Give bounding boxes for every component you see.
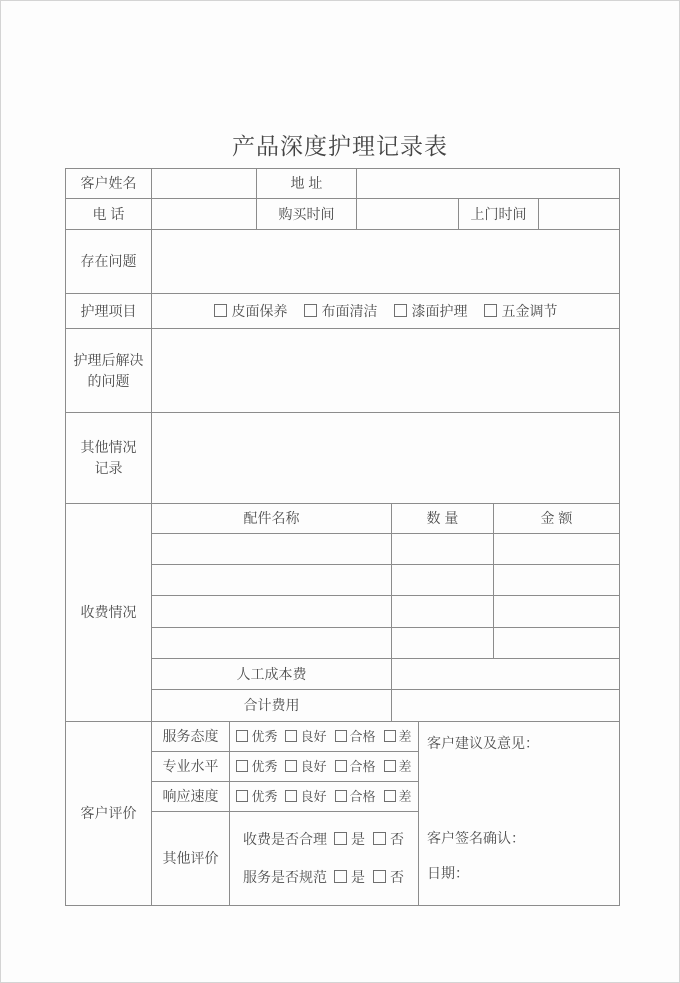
checkbox-icon[interactable]	[335, 760, 347, 772]
purchase-time-label: 购买时间	[257, 199, 357, 230]
signature-label: 客户签名确认：	[427, 830, 525, 846]
rating-option: 良好	[285, 756, 326, 777]
rating-option: 差	[384, 756, 412, 777]
criterion-response-speed-label: 响应速度	[152, 782, 230, 812]
existing-problems-label: 存在问题	[66, 230, 152, 294]
accessory-qty-input[interactable]	[392, 596, 494, 628]
charges-section-label: 收费情况	[66, 504, 152, 722]
rating-option: 优秀	[236, 726, 277, 747]
accessory-qty-input[interactable]	[392, 534, 494, 565]
checkbox-icon[interactable]	[384, 790, 396, 802]
rating-option: 差	[384, 726, 412, 747]
checkbox-icon[interactable]	[373, 832, 386, 845]
quantity-header: 数 量	[392, 504, 494, 534]
accessory-amount-input[interactable]	[494, 596, 619, 628]
care-option-hardware	[484, 301, 558, 322]
checkbox-icon[interactable]	[236, 790, 248, 802]
accessory-amount-input[interactable]	[494, 565, 619, 596]
address-label: 地 址	[257, 169, 357, 199]
care-option-label: 五金调节	[501, 302, 558, 319]
labor-cost-label: 人工成本费	[152, 659, 392, 690]
customer-name-input[interactable]	[152, 169, 257, 199]
solved-problems-label: 护理后解决 的问题	[66, 329, 152, 413]
checkbox-icon[interactable]	[236, 730, 248, 742]
total-cost-label: 合计费用	[152, 690, 392, 722]
checkbox-icon[interactable]	[335, 790, 347, 802]
visit-time-label: 上门时间	[459, 199, 539, 230]
charge-reasonable-question: 收费是否合理 是 否	[243, 830, 404, 847]
other-records-input[interactable]	[152, 413, 619, 504]
accessory-name-input[interactable]	[152, 534, 392, 565]
checkbox-icon[interactable]	[384, 730, 396, 742]
accessory-name-header: 配件名称	[152, 504, 392, 534]
accessory-amount-input[interactable]	[494, 628, 619, 659]
total-cost-input[interactable]	[392, 690, 619, 722]
rating-option: 合格	[335, 756, 376, 777]
purchase-time-input[interactable]	[357, 199, 459, 230]
checkbox-icon[interactable]	[335, 730, 347, 742]
checkbox-icon[interactable]	[484, 304, 497, 317]
solved-problems-input[interactable]	[152, 329, 619, 413]
rating-option: 合格	[335, 726, 376, 747]
care-record-table	[65, 168, 620, 906]
amount-header: 金 额	[494, 504, 619, 534]
care-option-paint	[394, 301, 468, 322]
accessory-amount-input[interactable]	[494, 534, 619, 565]
customer-name-label: 客户姓名	[66, 169, 152, 199]
care-option-fabric	[304, 301, 378, 322]
other-records-label: 其他情况 记录	[66, 413, 152, 504]
care-items-options	[152, 294, 619, 329]
rating-option: 差	[384, 786, 412, 807]
checkbox-icon[interactable]	[285, 760, 297, 772]
criterion-service-attitude-label: 服务态度	[152, 722, 230, 752]
phone-label: 电 话	[66, 199, 152, 230]
care-option-label: 漆面护理	[411, 302, 468, 319]
service-standard-question: 服务是否规范 是 否	[243, 869, 404, 886]
service-attitude-ratings	[230, 722, 419, 752]
care-items-label: 护理项目	[66, 294, 152, 329]
evaluation-section-label: 客户评价	[66, 722, 152, 905]
existing-problems-input[interactable]	[152, 230, 619, 294]
accessory-name-input[interactable]	[152, 628, 392, 659]
accessory-name-input[interactable]	[152, 596, 392, 628]
visit-time-input[interactable]	[539, 199, 619, 230]
address-input[interactable]	[357, 169, 619, 199]
other-evaluation-label: 其他评价	[152, 812, 230, 905]
checkbox-icon[interactable]	[214, 304, 227, 317]
checkbox-icon[interactable]	[384, 760, 396, 772]
other-evaluation-questions	[230, 812, 419, 905]
checkbox-icon[interactable]	[334, 870, 347, 883]
rating-option: 优秀	[236, 786, 277, 807]
checkbox-icon[interactable]	[285, 790, 297, 802]
professional-level-ratings	[230, 752, 419, 782]
phone-input[interactable]	[152, 199, 257, 230]
customer-comments-cell[interactable]	[419, 722, 619, 905]
care-option-label: 布面清洁	[321, 302, 378, 319]
checkbox-icon[interactable]	[236, 760, 248, 772]
care-option-label: 皮面保养	[231, 302, 288, 319]
form-title: 产品深度护理记录表	[232, 133, 448, 159]
rating-option: 合格	[335, 786, 376, 807]
rating-option: 优秀	[236, 756, 277, 777]
care-option-leather	[214, 301, 288, 322]
rating-option: 良好	[285, 786, 326, 807]
date-label: 日期：	[427, 865, 469, 881]
checkbox-icon[interactable]	[394, 304, 407, 317]
checkbox-icon[interactable]	[285, 730, 297, 742]
rating-option: 良好	[285, 726, 326, 747]
suggestions-label: 客户建议及意见：	[427, 735, 539, 751]
accessory-qty-input[interactable]	[392, 628, 494, 659]
labor-cost-input[interactable]	[392, 659, 619, 690]
checkbox-icon[interactable]	[334, 832, 347, 845]
accessory-name-input[interactable]	[152, 565, 392, 596]
checkbox-icon[interactable]	[373, 870, 386, 883]
criterion-professional-level-label: 专业水平	[152, 752, 230, 782]
checkbox-icon[interactable]	[304, 304, 317, 317]
response-speed-ratings	[230, 782, 419, 812]
accessory-qty-input[interactable]	[392, 565, 494, 596]
